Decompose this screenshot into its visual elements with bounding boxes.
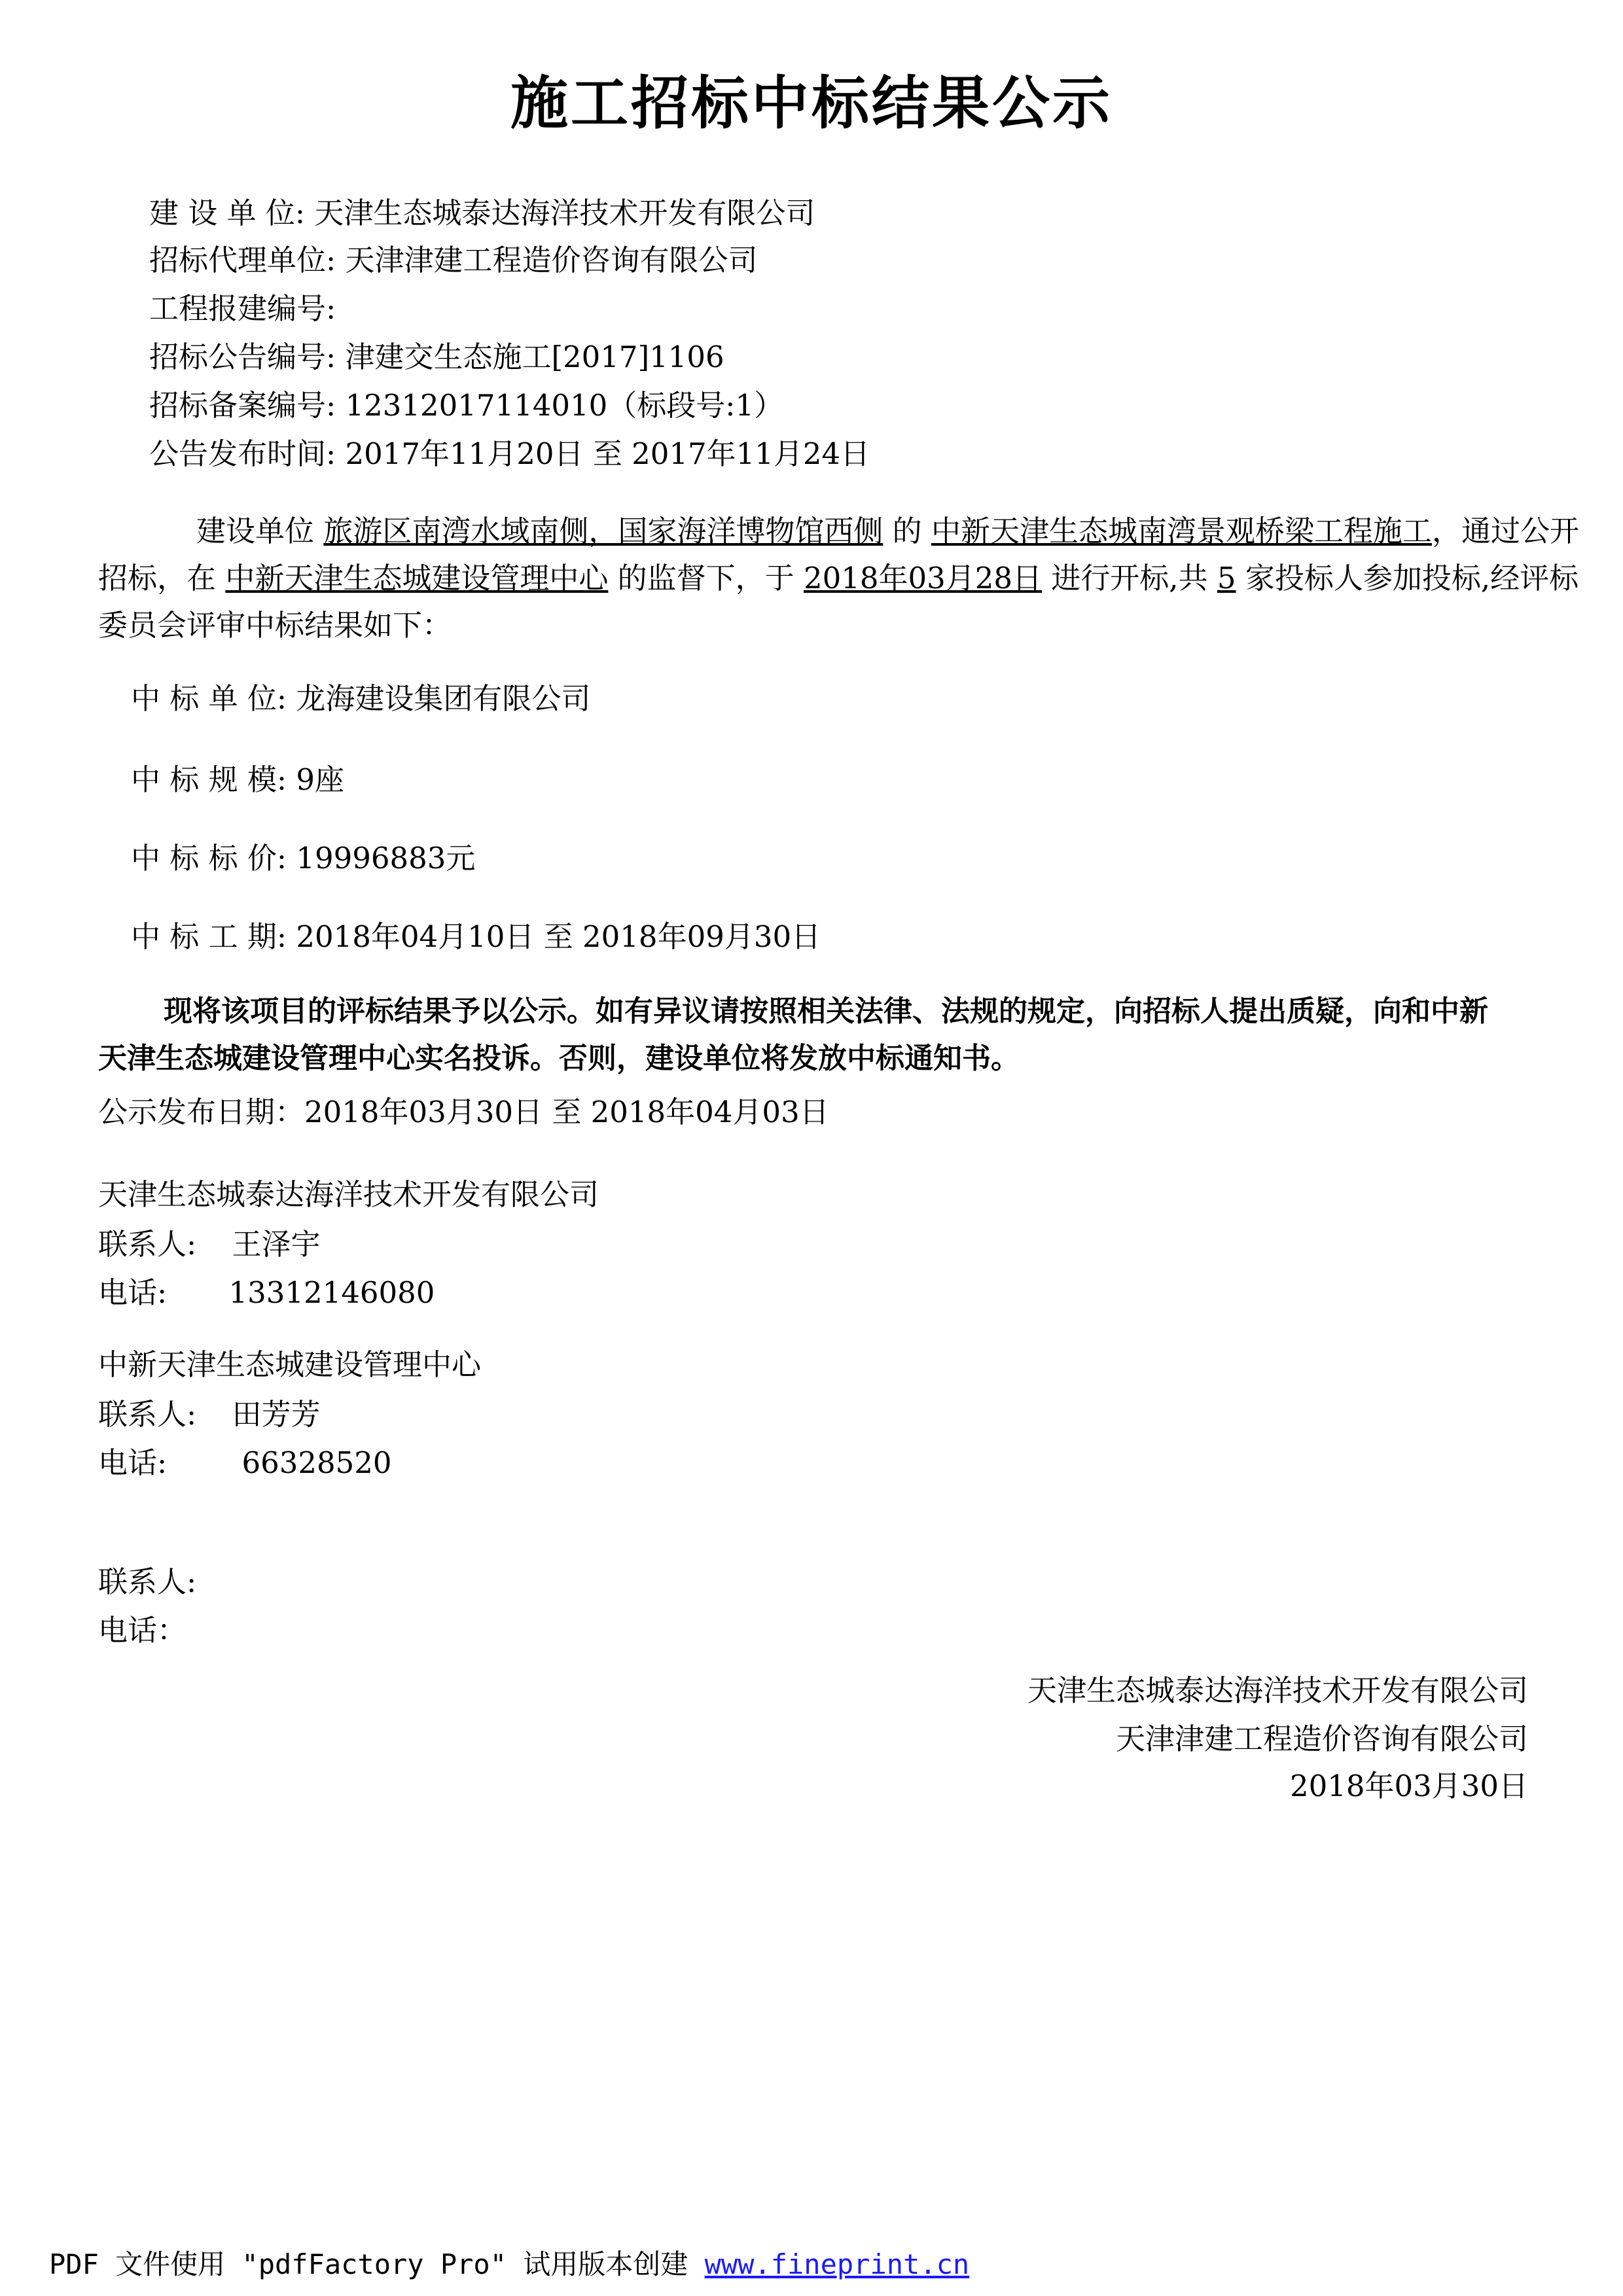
meta-row-publish-time bbox=[149, 436, 870, 472]
pdf-footer bbox=[49, 2243, 969, 2282]
intro-text: 的 bbox=[883, 514, 931, 548]
meta-label: 招标备案编号: bbox=[149, 388, 336, 423]
result-value: 9座 bbox=[296, 762, 345, 797]
contact2-phone bbox=[98, 1445, 392, 1481]
contact2-org: 中新天津生态城建设管理中心 bbox=[98, 1347, 482, 1382]
meta-row-builder bbox=[149, 195, 815, 232]
project-name: 中新天津生态城南湾景观桥梁工程施工 bbox=[931, 514, 1432, 548]
project-location: 旅游区南湾水域南侧，国家海洋博物馆西侧 bbox=[323, 514, 883, 548]
contact1-phone bbox=[98, 1275, 435, 1311]
signature-org2: 天津津建工程造价咨询有限公司 bbox=[1115, 1722, 1528, 1756]
contact2-person bbox=[98, 1396, 321, 1433]
footer-text: PDF 文件使用 "pdfFactory Pro" 试用版本创建 bbox=[49, 2248, 705, 2280]
contact-person: 田芳芳 bbox=[232, 1397, 321, 1432]
contact-phone: 66328520 bbox=[241, 1445, 392, 1480]
intro-text: ，通过公开招标，在 bbox=[98, 514, 1579, 595]
meta-row-registration bbox=[149, 291, 336, 327]
contact-label: 电话: bbox=[98, 1275, 168, 1310]
contact3-phone: 电话： bbox=[98, 1613, 187, 1648]
result-period bbox=[131, 919, 821, 955]
signature-date: 2018年03月30日 bbox=[1289, 1769, 1528, 1803]
result-value: 龙海建设集团有限公司 bbox=[296, 681, 591, 716]
signature-org1: 天津生态城泰达海洋技术开发有限公司 bbox=[1027, 1673, 1528, 1708]
result-value: 2018年04月10日 至 2018年09月30日 bbox=[296, 919, 821, 954]
meta-value: 2017年11月20日 至 2017年11月24日 bbox=[345, 436, 870, 471]
meta-label: 工程报建编号: bbox=[149, 291, 336, 326]
meta-value: 12312017114010（标段号:1） bbox=[345, 388, 784, 423]
meta-value: 天津生态城泰达海洋技术开发有限公司 bbox=[314, 196, 815, 230]
intro-text: 进行开标,共 bbox=[1041, 561, 1217, 595]
contact-label: 电话: bbox=[98, 1445, 168, 1480]
result-label: 中 标 规 模: bbox=[131, 762, 287, 797]
result-label: 中 标 标 价: bbox=[131, 841, 287, 875]
meta-label: 公告发布时间: bbox=[149, 436, 336, 471]
contact-person: 王泽宇 bbox=[232, 1227, 321, 1262]
meta-value: 津建交生态施工[2017]1106 bbox=[345, 340, 724, 374]
meta-label: 招标公告编号: bbox=[149, 340, 336, 374]
contact3-person: 联系人: bbox=[98, 1564, 197, 1599]
publish-period: 公示发布日期：2018年03月30日 至 2018年04月03日 bbox=[98, 1095, 829, 1129]
result-price bbox=[131, 840, 475, 877]
contact-label: 联系人: bbox=[98, 1227, 197, 1262]
result-winner bbox=[131, 680, 590, 717]
result-scale bbox=[131, 762, 344, 798]
intro-paragraph bbox=[98, 508, 1590, 649]
objection-notice: 现将该项目的评标结果予以公示。如有异议请按照相关法律、法规的规定，向招标人提出质疑，向和中新天津生态城建设管理中心实名投诉。否则，建设单位将发放中标通知书。 bbox=[98, 995, 1488, 1075]
contact1-person bbox=[98, 1226, 321, 1263]
intro-text: 的监督下，于 bbox=[608, 561, 804, 595]
meta-row-filing-no bbox=[149, 387, 783, 424]
contact-phone: 13312146080 bbox=[228, 1275, 435, 1310]
opening-date: 2018年03月28日 bbox=[803, 561, 1042, 595]
meta-label: 招标代理单位: bbox=[149, 243, 336, 277]
bidder-count: 5 bbox=[1217, 561, 1236, 595]
contact1-org: 天津生态城泰达海洋技术开发有限公司 bbox=[98, 1177, 599, 1212]
meta-row-agent bbox=[149, 242, 758, 279]
supervisor-name: 中新天津生态城建设管理中心 bbox=[225, 561, 609, 595]
meta-value: 天津津建工程造价咨询有限公司 bbox=[345, 243, 758, 277]
intro-text: 家投标人参加投标,经评标委员会评审中标结果如下： bbox=[98, 561, 1579, 643]
intro-text: 建设单位 bbox=[196, 514, 324, 548]
footer-link[interactable]: www.fineprint.cn bbox=[704, 2248, 970, 2280]
contact-label: 联系人: bbox=[98, 1397, 197, 1432]
result-value: 19996883元 bbox=[296, 841, 476, 875]
page-title: 施工招标中标结果公示 bbox=[510, 69, 1113, 137]
meta-label: 建 设 单 位: bbox=[149, 196, 306, 230]
meta-row-announcement-no bbox=[149, 339, 724, 376]
result-label: 中 标 单 位: bbox=[131, 681, 287, 716]
result-label: 中 标 工 期: bbox=[131, 919, 287, 954]
